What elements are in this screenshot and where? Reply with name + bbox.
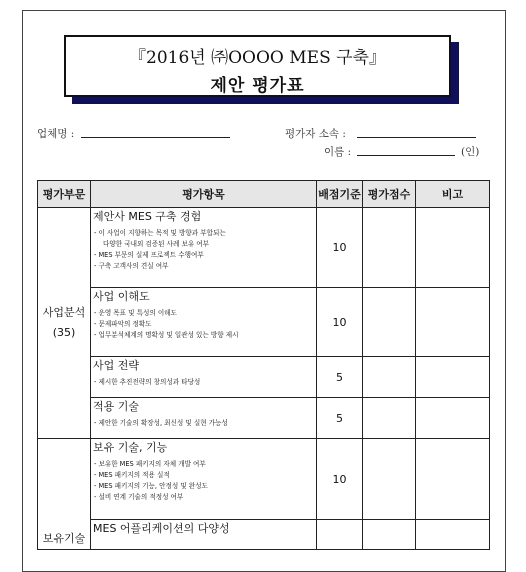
points-cell: 10 <box>317 439 363 520</box>
points-cell: 5 <box>317 357 363 398</box>
category-cell <box>38 439 91 550</box>
points-cell: 10 <box>317 288 363 357</box>
item-detail: - 보유한 MES 패키지의 자체 개발 여부 <box>94 460 206 468</box>
company-field[interactable] <box>81 137 230 138</box>
table-row <box>38 208 490 288</box>
category-weight: (35) <box>52 326 76 339</box>
item-cell <box>91 288 317 357</box>
score-input-cell[interactable] <box>363 208 416 288</box>
seal-mark: (인) <box>461 146 480 158</box>
header-note: 비고 <box>416 181 490 208</box>
item-detail: - 운영 목표 및 특성의 이해도 <box>94 309 177 317</box>
score-input-cell[interactable] <box>363 439 416 520</box>
title-box <box>64 35 451 97</box>
item-detail: - 문제파악의 정확도 <box>94 320 152 328</box>
table-row <box>38 520 490 550</box>
company-label: 업체명 : <box>37 128 75 140</box>
table-header-row <box>38 181 490 208</box>
item-detail: - 이 사업이 지향하는 목적 및 방향과 부합되는 <box>94 229 226 237</box>
note-cell[interactable] <box>416 288 490 357</box>
table-row <box>38 288 490 357</box>
item-title: MES 어플리케이션의 다양성 <box>93 522 230 535</box>
points-cell <box>317 520 363 550</box>
item-cell <box>91 208 317 288</box>
form-title: 『2016년 ㈜OOOO MES 구축』 <box>129 48 386 68</box>
item-detail: - MES 패키지의 기능, 안정성 및 완성도 <box>94 482 208 490</box>
points-cell: 10 <box>317 208 363 288</box>
note-cell[interactable] <box>416 208 490 288</box>
score-input-cell[interactable] <box>363 357 416 398</box>
table-row <box>38 439 490 520</box>
score-input-cell[interactable] <box>363 398 416 439</box>
category-cell <box>38 208 91 439</box>
item-detail: - 제안한 기술의 확장성, 최신성 및 실현 가능성 <box>94 419 228 427</box>
item-cell <box>91 520 317 550</box>
item-detail: - 구축 고객사의 견실 여부 <box>94 262 169 270</box>
note-cell[interactable] <box>416 439 490 520</box>
score-input-cell[interactable] <box>363 288 416 357</box>
evaluator-org-field[interactable] <box>357 137 476 138</box>
item-title: 제안사 MES 구축 경험 <box>93 210 202 223</box>
item-cell <box>91 398 317 439</box>
item-detail: - MES 패키지의 적용 실적 <box>94 471 170 479</box>
header-category: 평가부문 <box>38 181 91 208</box>
table-row <box>38 398 490 439</box>
note-cell[interactable] <box>416 398 490 439</box>
score-input-cell[interactable] <box>363 520 416 550</box>
item-title: 보유 기술, 기능 <box>93 441 168 454</box>
points-cell: 5 <box>317 398 363 439</box>
item-detail: - 업무분석체계의 명확성 및 일관성 있는 방향 제시 <box>94 331 239 339</box>
item-detail: - 설비 연계 기술의 적정성 여부 <box>94 493 184 501</box>
category-name: 사업분석 <box>42 306 86 319</box>
header-score: 평가점수 <box>363 181 416 208</box>
item-detail: - MES 부문의 실제 프로젝트 수행여부 <box>94 251 204 259</box>
table-row <box>38 357 490 398</box>
item-title: 적용 기술 <box>93 400 140 413</box>
item-cell <box>91 439 317 520</box>
evaluation-table <box>37 180 490 550</box>
item-title: 사업 이해도 <box>93 290 150 303</box>
header-criteria: 배점기준 <box>317 181 363 208</box>
header-item: 평가항목 <box>91 181 317 208</box>
name-label: 이름 : <box>324 146 352 158</box>
name-field[interactable] <box>357 155 455 156</box>
category-name: 보유기술 <box>42 532 86 545</box>
note-cell[interactable] <box>416 357 490 398</box>
evaluator-org-label: 평가자 소속 : <box>285 128 346 140</box>
note-cell[interactable] <box>416 520 490 550</box>
item-detail: 다양한 국내외 검증된 사례 보유 여부 <box>103 240 210 248</box>
item-cell <box>91 357 317 398</box>
form-subtitle: 제안 평가표 <box>210 76 305 96</box>
item-detail: - 제시한 추진전략의 창의성과 타당성 <box>94 378 201 386</box>
item-title: 사업 전략 <box>93 359 140 372</box>
